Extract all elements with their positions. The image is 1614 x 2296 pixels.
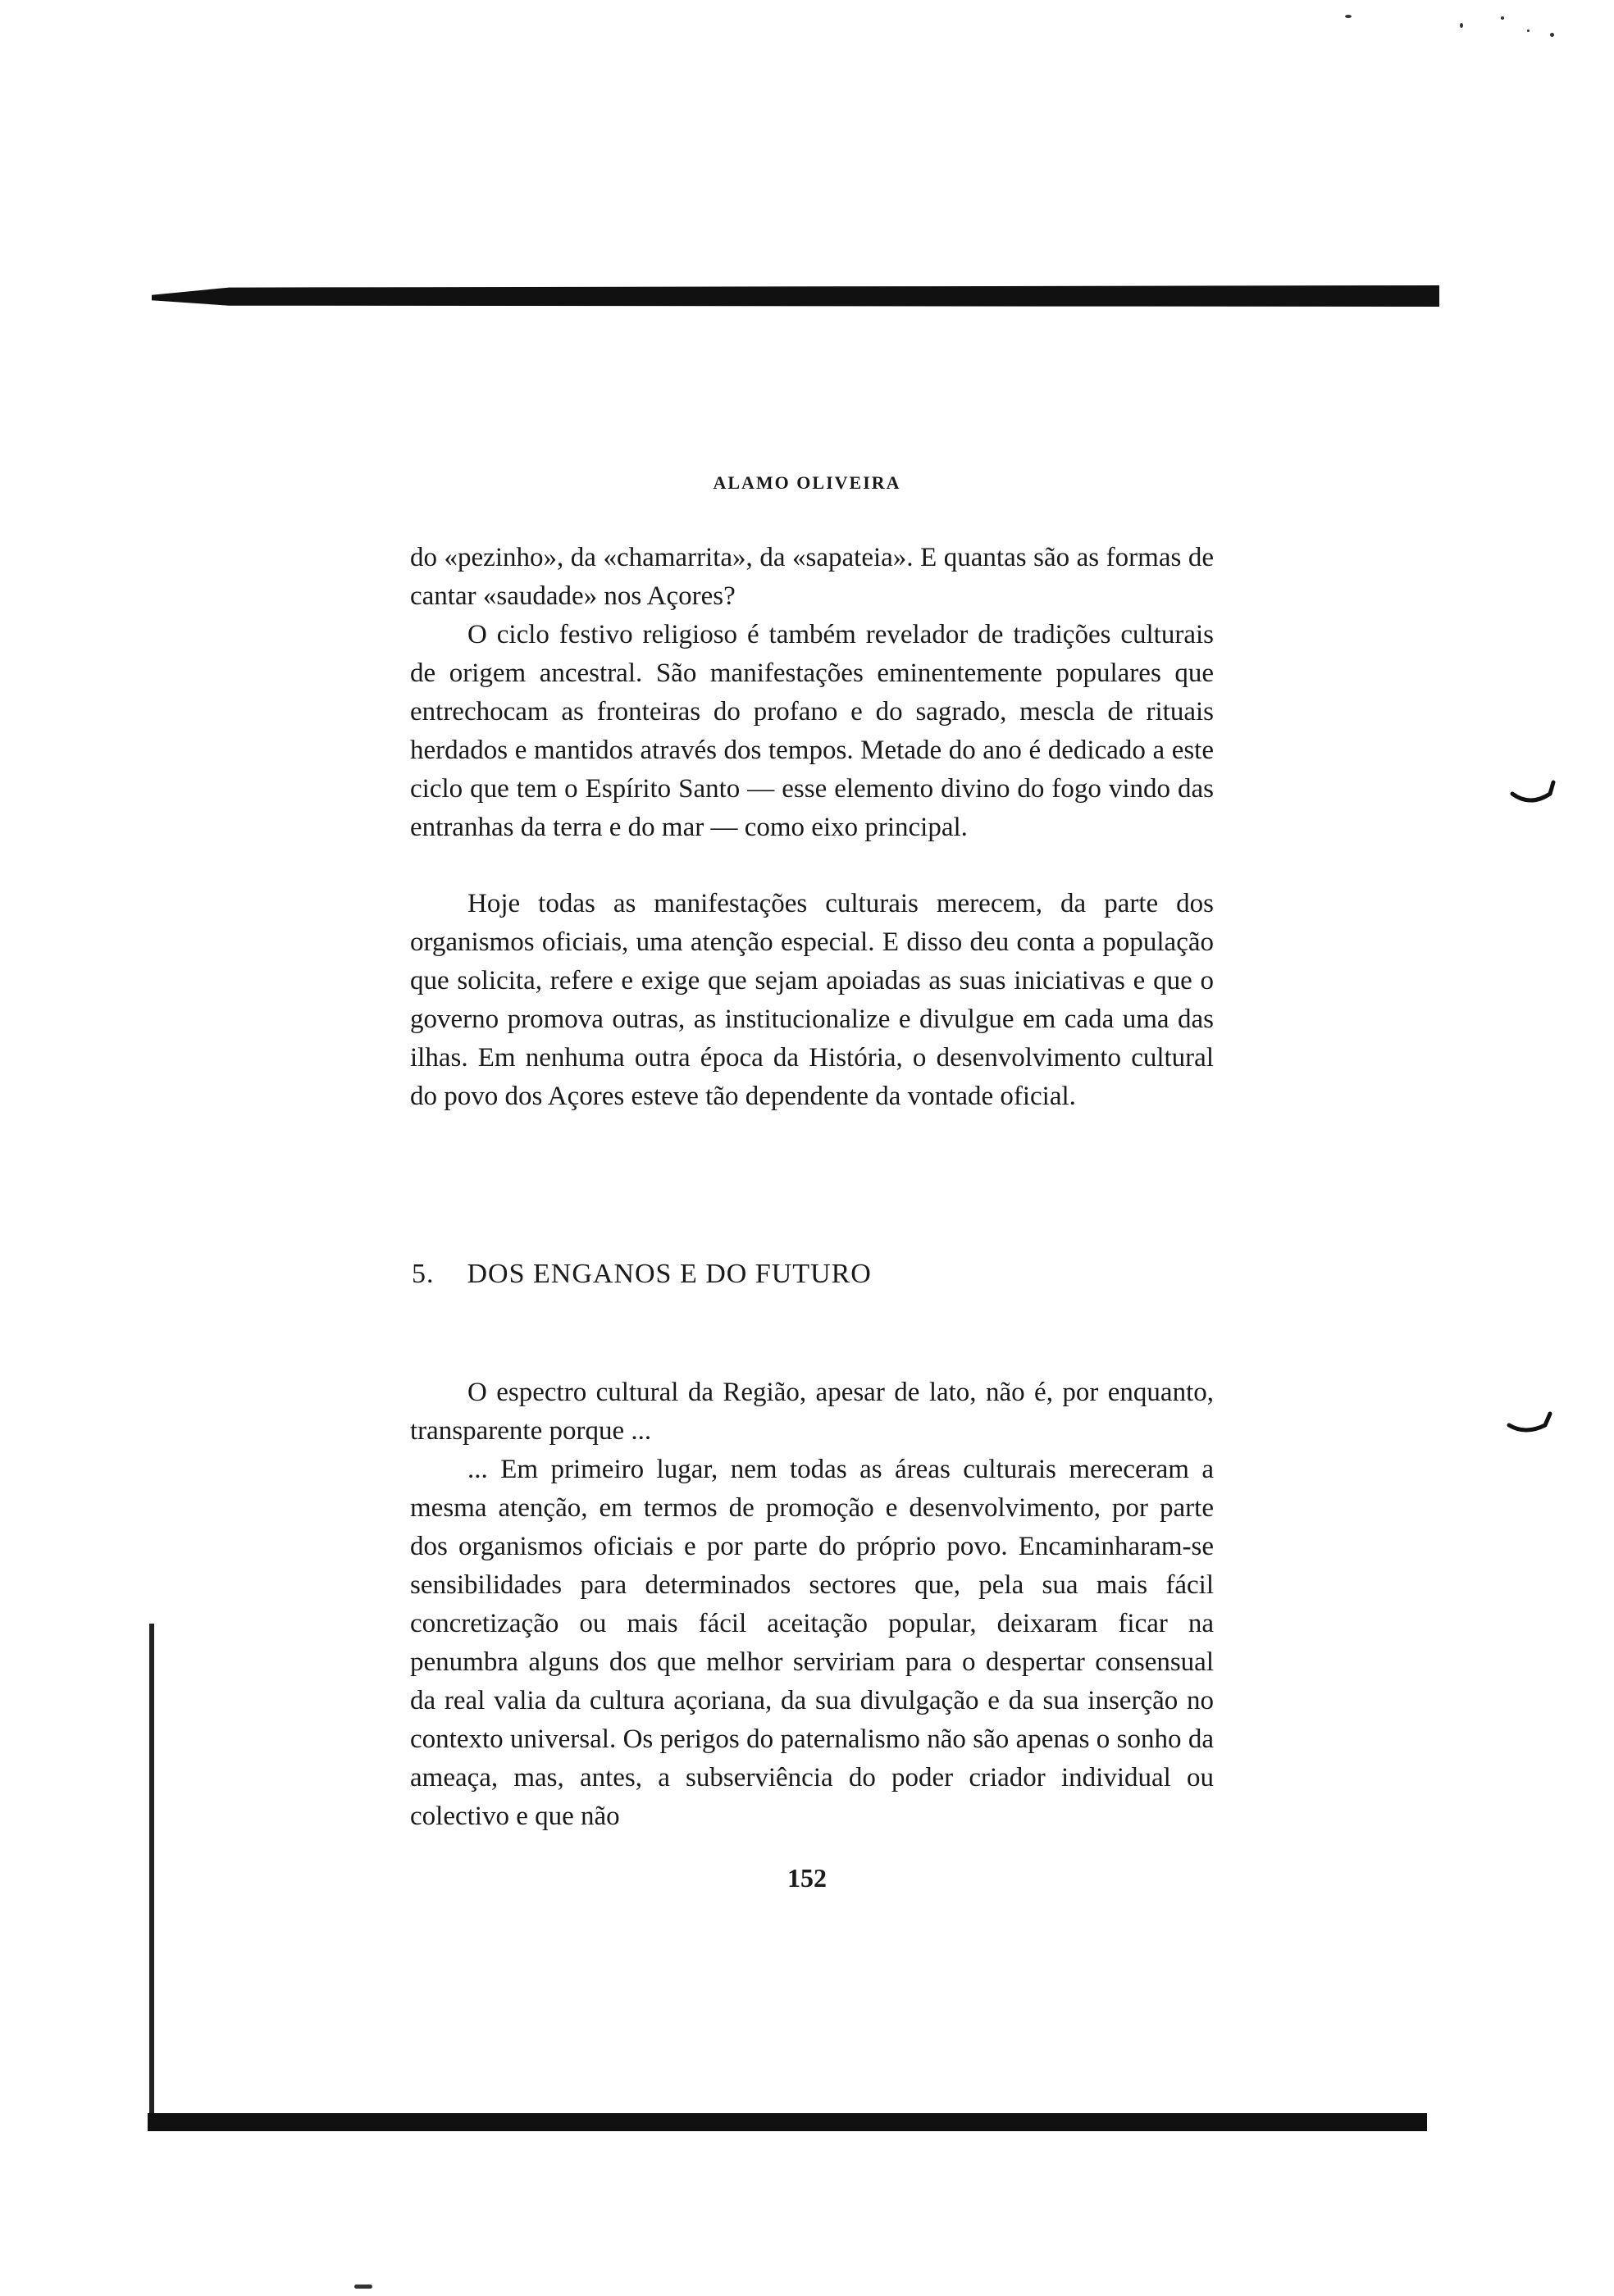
body-paragraph: Hoje todas as manifestações culturais merecem, da parte dos organismos oficiais, uma atenção especial. E disso deu conta a população que solicita, refere e exige que sejam apoiadas as suas iniciativas e que o governo promova outras, as institucionalize e divulgue em cada uma das ilhas. Em nenhuma outra época da História, o desenvolvimento cultural do povo dos Açores esteve tão dependente da vontade oficial. [410, 889, 1214, 1111]
scan-speck [1460, 23, 1463, 28]
top-scan-border [152, 285, 1439, 307]
checkmark-icon [1506, 1407, 1555, 1440]
section-paragraph: O espectro cultural da Região, apesar de lato, não é, por enquanto, transparente porque ... [410, 1378, 1214, 1446]
section-paragraph: ... Em primeiro lugar, nem todas as áreas culturais mereceram a mesma atenção, em termos de promoção e desenvolvimento, por parte dos organismos oficiais e por parte do próprio povo. Encaminharam-se sensibilidades para determinados sectores que, pela sua mais fácil concretização ou mais fácil aceitação popular, deixaram ficar na penumbra alguns dos que melhor serviriam para o despertar consensual da real valia da cultura açoriana, da sua divulgação e da sua inserção no contexto universal. Os perigos do paternalismo não são apenas o sonho da ameaça, mas, antes, a subserviência do poder criador individual ou colectivo e que não [410, 1455, 1214, 1831]
running-header: ALAMO OLIVEIRA [713, 472, 901, 493]
body-paragraph: O ciclo festivo religioso é também revelador de tradições culturais de origem ancestral. São manifestações eminentemente populares que entrechocam as fronteiras do profano e do sagrado, mescla de rituais herdados e mantidos através dos tempos. Metade do ano é dedicado a este ciclo que tem o Espírito Santo — esse elemento divino do fogo vindo das entranhas da terra e do mar — como eixo principal. [410, 620, 1214, 842]
bottom-scan-border [148, 2113, 1427, 2131]
scan-speck [1527, 30, 1530, 32]
body-paragraph: do «pezinho», da «chamarrita», da «sapateia». E quantas são as formas de cantar «saudade» nos Açores? [410, 543, 1214, 611]
scan-speck [354, 2285, 372, 2289]
scan-speck [1501, 16, 1504, 20]
scan-speck [1550, 33, 1554, 37]
scan-speck [1345, 15, 1352, 18]
section-heading [412, 1259, 872, 1290]
page-number: 152 [787, 1863, 827, 1893]
checkmark-icon [1509, 777, 1558, 810]
section-number: 5. [412, 1259, 435, 1289]
section-title: DOS ENGANOS E DO FUTURO [467, 1259, 872, 1289]
